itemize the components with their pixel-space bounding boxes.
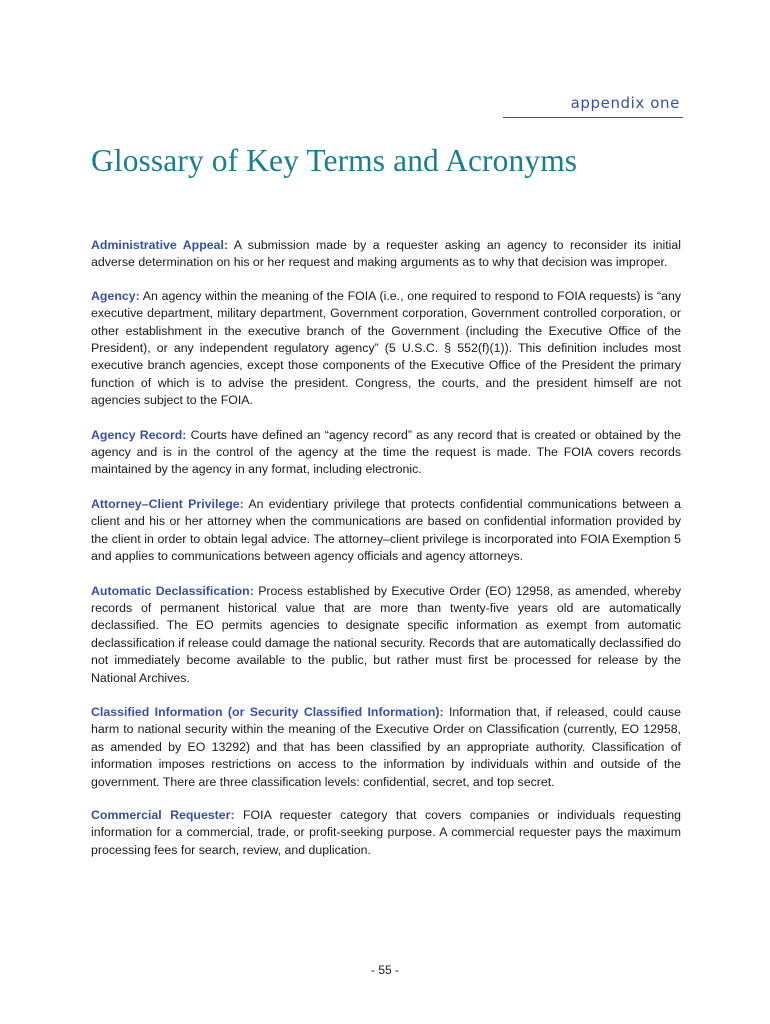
glossary-definition: An agency within the meaning of the FOIA (i.e., one required to respond to FOIA requests) is “any executive department, military department, Government corporation, Government controlled corporation, or other establishment in the executive branch of the Government (including the Executive Office of the President), or any independent regulatory agency” (5 U.S.C. § 552(f)(1)). This definition includes most executive branch agencies, except those components of the Executive Office of the President the primary function of which is to advise the president. Congress, the courts, and the president himself are not agencies subject to the FOIA. xyxy=(91,288,681,408)
glossary-term: Classified Information (or Security Classified Information): xyxy=(91,704,444,719)
glossary-definition: Courts have defined an “agency record” as any record that is created or obtained by the agency and is in the control of the agency at the time the request is made. The FOIA covers records maintained by the agency in any format, including electronic. xyxy=(91,427,681,477)
appendix-label: appendix one xyxy=(570,94,680,112)
glossary-definition: FOIA requester category that covers companies or individuals requesting information for a commercial, trade, or profit-seeking purpose. A commercial requester pays the maximum processing fees for search, review, and duplication. xyxy=(91,807,681,857)
glossary-entry xyxy=(91,704,681,791)
glossary-entry xyxy=(91,427,681,479)
glossary-definition: Process established by Executive Order (EO) 12958, as amended, whereby records of permanent historical value that are more than twenty-five years old are automatically declassified. The EO permits agencies to designate specific information as exempt from automatic declassification if release could damage the national security. Records that are automatically declassified do not immediately become available to the public, but rather must first be processed for release by the National Archives. xyxy=(91,583,681,685)
glossary-entry xyxy=(91,496,681,566)
glossary-entry xyxy=(91,237,681,272)
glossary-definition: An evidentiary privilege that protects confidential communications between a client and his or her attorney when the communications are based on confidential information provided by the client in order to obtain legal advice. The attorney–client privilege is incorporated into FOIA Exemption 5 and applies to communications between agency officials and agency attorneys. xyxy=(91,496,682,564)
glossary-term: Agency Record: xyxy=(91,427,187,442)
glossary-term: Agency: xyxy=(91,288,140,303)
page-title: Glossary of Key Terms and Acronyms xyxy=(91,143,578,178)
page-number: - 55 - xyxy=(370,963,399,977)
glossary-definition: Information that, if released, could cause harm to national security within the meaning of the Executive Order on Classification (currently, EO 12958, as amended by EO 13292) and that has been classified by an appropriate authority. Classification of information imposes restrictions on access to the information by individuals within and outside of the government. There are three classification levels: confidential, secret, and top secret. xyxy=(91,704,681,789)
glossary-entry xyxy=(91,807,681,859)
glossary-definition: A submission made by a requester asking an agency to reconsider its initial adverse determination on his or her request and making arguments as to why that decision was improper. xyxy=(91,238,681,270)
glossary-entry xyxy=(91,583,681,687)
appendix-rule xyxy=(503,117,683,118)
glossary-entry xyxy=(91,288,681,410)
glossary xyxy=(91,237,681,875)
glossary-term: Administrative Appeal: xyxy=(91,238,228,252)
glossary-term: Commercial Requester: xyxy=(91,807,235,822)
glossary-term: Automatic Declassification: xyxy=(91,583,254,598)
glossary-term: Attorney–Client Privilege: xyxy=(91,496,244,511)
